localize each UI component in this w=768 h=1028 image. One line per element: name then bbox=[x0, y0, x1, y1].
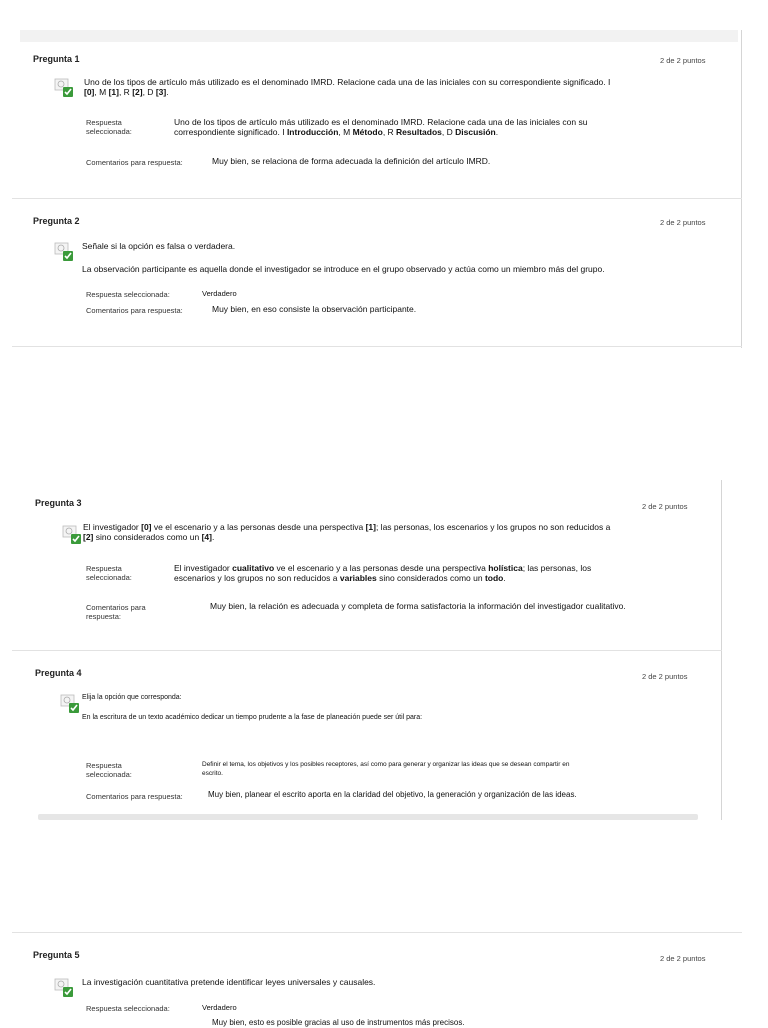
divider bbox=[12, 932, 742, 933]
question-title: Pregunta 5 bbox=[33, 950, 80, 960]
question-title: Pregunta 3 bbox=[35, 498, 82, 508]
question-points: 2 de 2 puntos bbox=[660, 218, 706, 227]
question-title: Pregunta 2 bbox=[33, 216, 80, 226]
correct-answer-icon bbox=[60, 694, 80, 714]
correct-answer-icon bbox=[54, 978, 74, 998]
question-text: Señale si la opción es falsa o verdadera. bbox=[82, 241, 236, 251]
question-text: El investigador [0] ve el escenario y a las personas desde una perspectiva [1]; las personas, los escenarios y los grupos no son reducidos a [2] sino considerados como un [4]. bbox=[83, 522, 611, 542]
comment-label: Comentarios para respuesta: bbox=[86, 603, 146, 621]
question-title: Pregunta 4 bbox=[35, 668, 82, 678]
answer-label: Respuesta seleccionada: bbox=[86, 564, 132, 582]
answer-label: Respuesta seleccionada: bbox=[86, 290, 170, 299]
horizontal-scrollbar[interactable] bbox=[38, 814, 698, 820]
question-title: Pregunta 1 bbox=[33, 54, 80, 64]
question-statement: La observación participante es aquella donde el investigador se introduce en el grupo observado y actúa como un miembro más del grupo. bbox=[82, 264, 605, 274]
answer-label: Respuesta seleccionada: bbox=[86, 1004, 170, 1013]
selected-answer: El investigador cualitativo ve el escenario y a las personas desde una perspectiva holística; las personas, los escenarios y los grupos no son reducidos a variables sino considerados como un todo. bbox=[174, 563, 592, 583]
selected-answer: Verdadero bbox=[202, 289, 237, 298]
feedback-comment: Muy bien, esto es posible gracias al uso de instrumentos más precisos. bbox=[212, 1018, 465, 1027]
divider bbox=[12, 650, 722, 651]
question-points: 2 de 2 puntos bbox=[642, 502, 688, 511]
question-text: Elija la opción que corresponda: bbox=[82, 694, 182, 701]
feedback-comment: Muy bien, se relaciona de forma adecuada la definición del artículo IMRD. bbox=[212, 156, 491, 166]
correct-answer-icon bbox=[54, 242, 74, 262]
comment-label: Comentarios para respuesta: bbox=[86, 306, 183, 315]
answer-label: Respuesta seleccionada: bbox=[86, 118, 132, 136]
feedback-comment: Muy bien, la relación es adecuada y completa de forma satisfactoria la información del investigador cualitativo. bbox=[210, 601, 626, 611]
selected-answer: Verdadero bbox=[202, 1003, 237, 1012]
question-text: Uno de los tipos de artículo más utilizado es el denominado IMRD. Relacione cada una de las iniciales con su correspondiente significado. I [0], M [1], R [2], D [3]. bbox=[84, 77, 611, 97]
correct-answer-icon bbox=[62, 525, 82, 545]
question-points: 2 de 2 puntos bbox=[660, 954, 706, 963]
divider bbox=[12, 198, 742, 199]
comment-label: Comentarios para respuesta: bbox=[86, 792, 183, 801]
answer-label: Respuesta seleccionada: bbox=[86, 761, 132, 779]
question-text: La investigación cuantitativa pretende identificar leyes universales y causales. bbox=[82, 977, 376, 987]
selected-answer: Definir el tema, los objetivos y los posibles receptores, así como para generar y organizar las ideas que se desean compartir en escrito. bbox=[202, 761, 570, 777]
feedback-comment: Muy bien, en eso consiste la observación participante. bbox=[212, 304, 417, 314]
question-statement: En la escritura de un texto académico dedicar un tiempo prudente a la fase de planeación puede ser útil para: bbox=[82, 714, 423, 721]
selected-answer: Uno de los tipos de artículo más utilizado es el denominado IMRD. Relacione cada una de las iniciales con su correspondiente significado. I Introducción, M Método, R Resultados, D Discusión. bbox=[174, 117, 588, 137]
correct-answer-icon bbox=[54, 78, 74, 98]
question-points: 2 de 2 puntos bbox=[660, 56, 706, 65]
top-header-bar bbox=[20, 30, 738, 42]
question-points: 2 de 2 puntos bbox=[642, 672, 688, 681]
feedback-comment: Muy bien, planear el escrito aporta en la claridad del objetivo, la generación y organización de las ideas. bbox=[208, 790, 577, 799]
comment-label: Comentarios para respuesta: bbox=[86, 158, 183, 167]
divider bbox=[12, 346, 742, 347]
